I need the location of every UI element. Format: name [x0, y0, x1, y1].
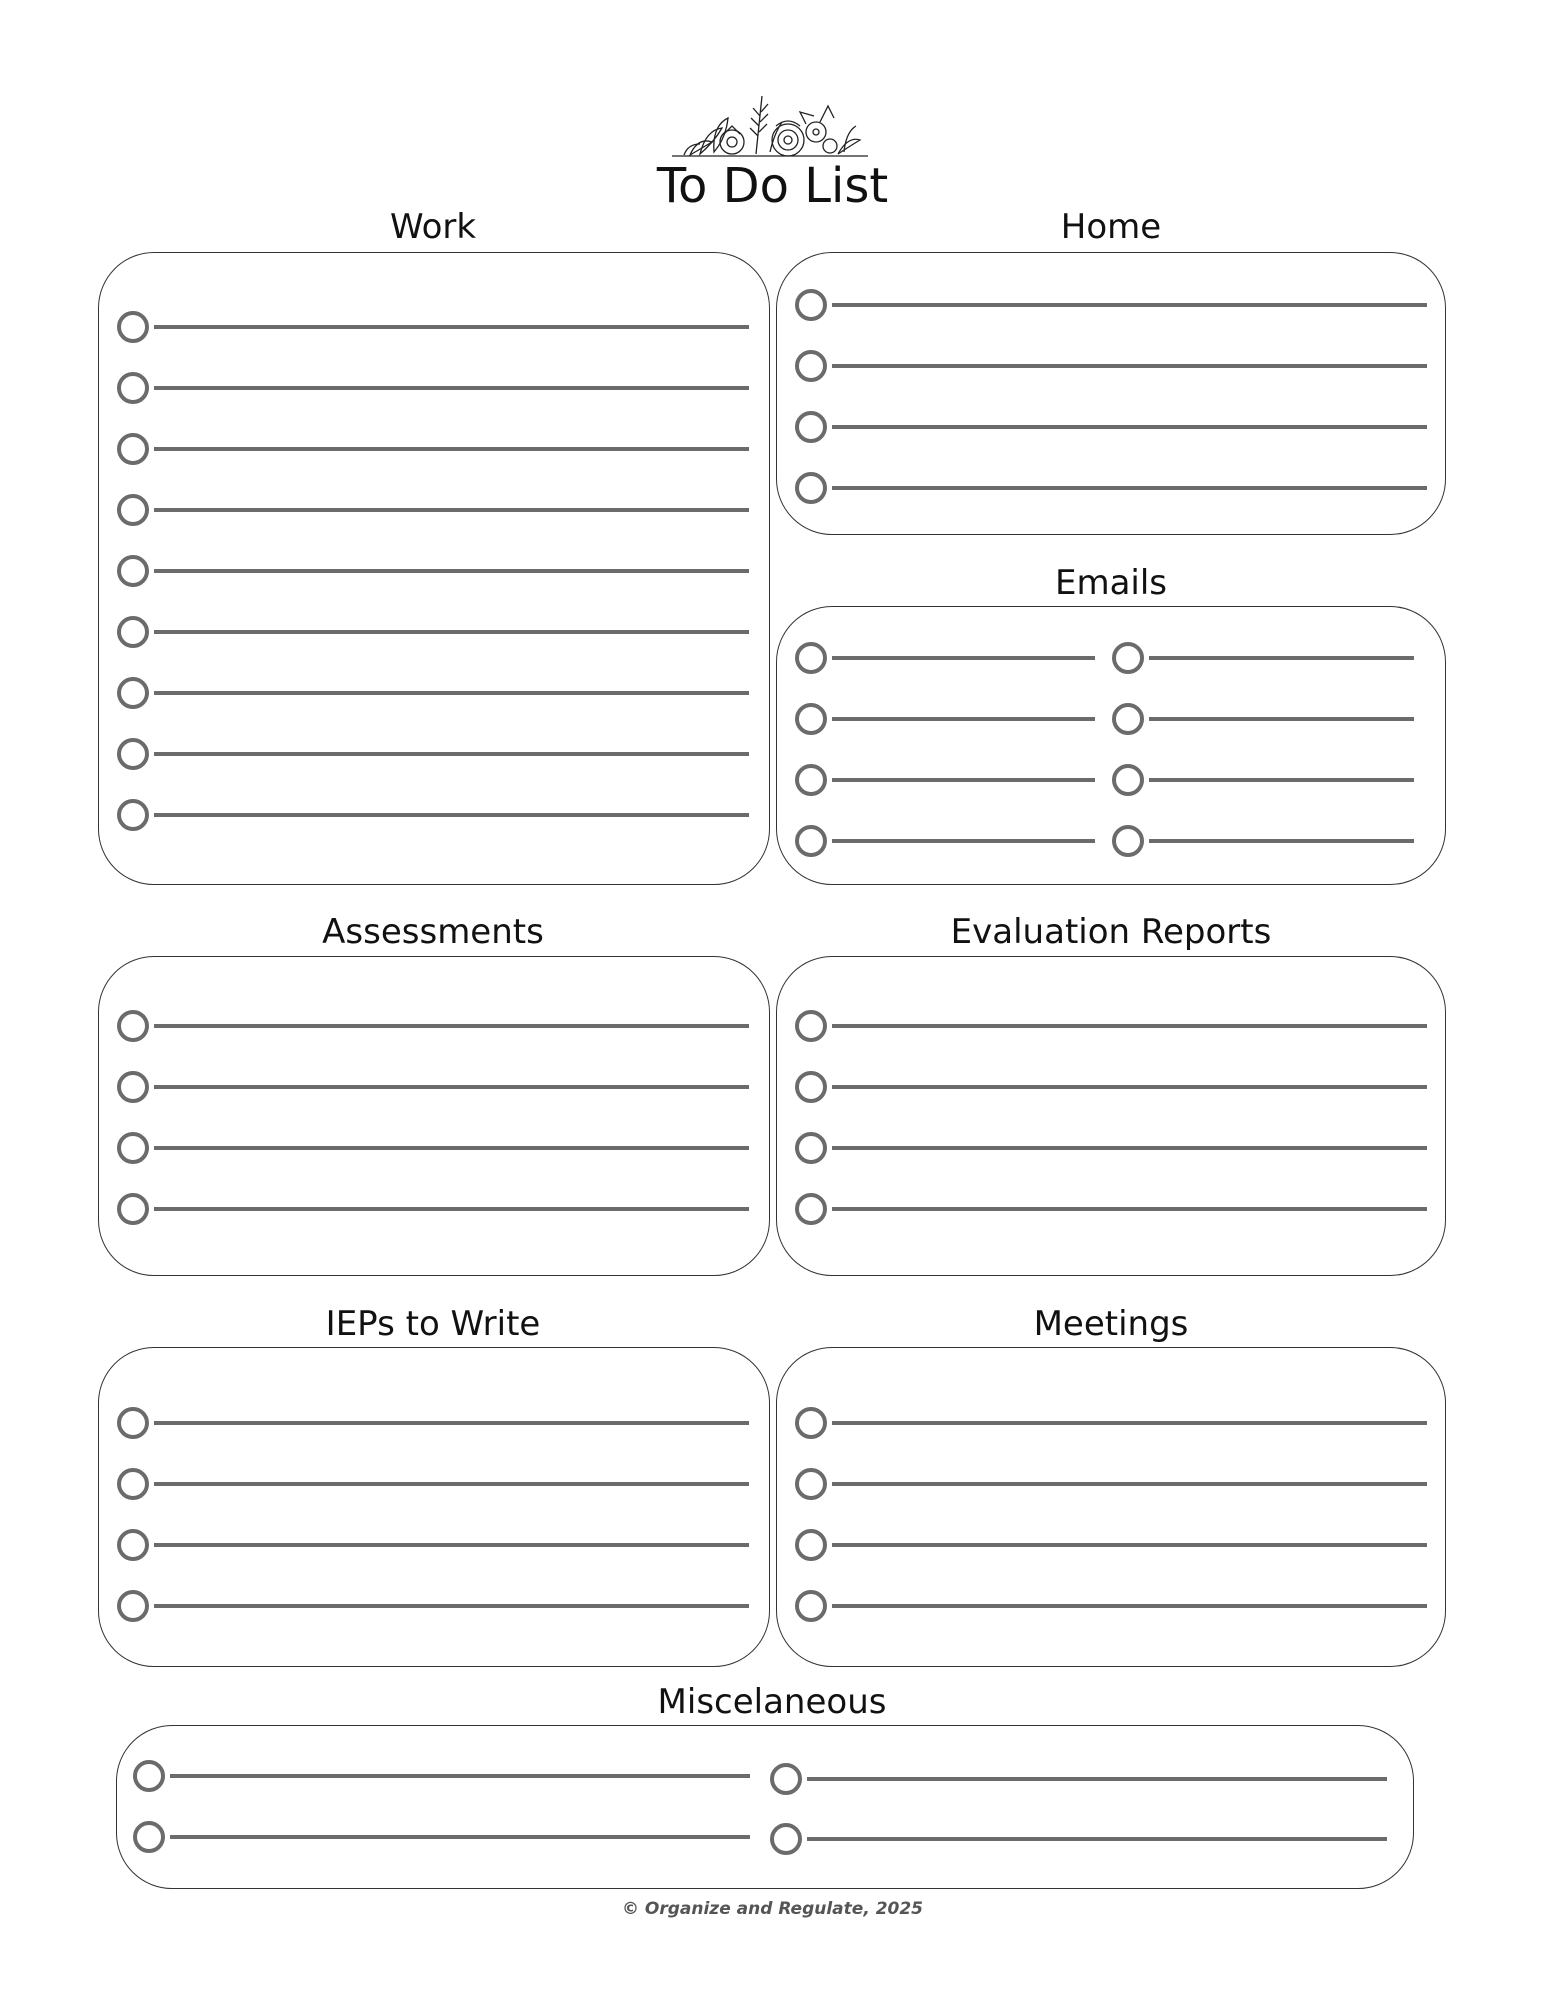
circle-checkbox-icon[interactable]	[795, 1529, 827, 1561]
circle-checkbox-icon[interactable]	[117, 1193, 149, 1225]
section-title-meetings: Meetings	[1033, 1304, 1189, 1344]
page-title: To Do List	[656, 158, 889, 214]
write-line[interactable]	[832, 1543, 1427, 1547]
circle-checkbox-icon[interactable]	[117, 677, 149, 709]
emails-item-3[interactable]	[795, 764, 1095, 796]
work-item-3[interactable]	[117, 433, 749, 465]
write-line[interactable]	[807, 1777, 1387, 1781]
circle-checkbox-icon[interactable]	[770, 1823, 802, 1855]
write-line[interactable]	[832, 425, 1427, 429]
circle-checkbox-icon[interactable]	[117, 1407, 149, 1439]
write-line[interactable]	[154, 1024, 749, 1028]
circle-checkbox-icon[interactable]	[795, 825, 827, 857]
work-item-4[interactable]	[117, 494, 749, 526]
circle-checkbox-icon[interactable]	[133, 1821, 165, 1853]
write-line[interactable]	[832, 1085, 1427, 1089]
write-line[interactable]	[154, 447, 749, 451]
write-line[interactable]	[832, 717, 1095, 721]
circle-checkbox-icon[interactable]	[795, 642, 827, 674]
work-item-2[interactable]	[117, 372, 749, 404]
circle-checkbox-icon[interactable]	[795, 1132, 827, 1164]
evaluation-reports-item-4[interactable]	[795, 1193, 1427, 1225]
ieps-to-write-item-4[interactable]	[117, 1590, 749, 1622]
write-line[interactable]	[832, 1207, 1427, 1211]
emails-item-6[interactable]	[1112, 703, 1414, 735]
write-line[interactable]	[154, 1421, 749, 1425]
work-item-1[interactable]	[117, 311, 749, 343]
emails-item-1[interactable]	[795, 642, 1095, 674]
circle-checkbox-icon[interactable]	[117, 1590, 149, 1622]
write-line[interactable]	[1149, 656, 1414, 660]
assessments-item-1[interactable]	[117, 1010, 749, 1042]
circle-checkbox-icon[interactable]	[117, 1468, 149, 1500]
circle-checkbox-icon[interactable]	[795, 703, 827, 735]
write-line[interactable]	[832, 1604, 1427, 1608]
section-title-emails: Emails	[1054, 563, 1168, 603]
meetings-item-2[interactable]	[795, 1468, 1427, 1500]
write-line[interactable]	[154, 813, 749, 817]
evaluation-reports-list-box	[776, 956, 1446, 1276]
assessments-item-2[interactable]	[117, 1071, 749, 1103]
work-item-5[interactable]	[117, 555, 749, 587]
write-line[interactable]	[832, 839, 1095, 843]
emails-item-4[interactable]	[795, 825, 1095, 857]
write-line[interactable]	[832, 1146, 1427, 1150]
home-item-3[interactable]	[795, 411, 1427, 443]
evaluation-reports-item-3[interactable]	[795, 1132, 1427, 1164]
write-line[interactable]	[154, 1207, 749, 1211]
assessments-item-4[interactable]	[117, 1193, 749, 1225]
assessments-item-3[interactable]	[117, 1132, 749, 1164]
circle-checkbox-icon[interactable]	[117, 372, 149, 404]
write-line[interactable]	[154, 630, 749, 634]
write-line[interactable]	[154, 1146, 749, 1150]
write-line[interactable]	[832, 364, 1427, 368]
circle-checkbox-icon[interactable]	[117, 738, 149, 770]
write-line[interactable]	[154, 386, 749, 390]
write-line[interactable]	[154, 691, 749, 695]
write-line[interactable]	[832, 1482, 1427, 1486]
emails-item-7[interactable]	[1112, 764, 1414, 796]
meetings-item-3[interactable]	[795, 1529, 1427, 1561]
section-title-work: Work	[389, 207, 477, 247]
work-item-6[interactable]	[117, 616, 749, 648]
circle-checkbox-icon[interactable]	[1112, 642, 1144, 674]
circle-checkbox-icon[interactable]	[1112, 703, 1144, 735]
circle-checkbox-icon[interactable]	[795, 1407, 827, 1439]
write-line[interactable]	[1149, 717, 1414, 721]
circle-checkbox-icon[interactable]	[795, 1590, 827, 1622]
write-line[interactable]	[154, 1543, 749, 1547]
circle-checkbox-icon[interactable]	[117, 1132, 149, 1164]
circle-checkbox-icon[interactable]	[117, 616, 149, 648]
circle-checkbox-icon[interactable]	[117, 1010, 149, 1042]
write-line[interactable]	[154, 1085, 749, 1089]
ieps-to-write-item-3[interactable]	[117, 1529, 749, 1561]
circle-checkbox-icon[interactable]	[117, 433, 149, 465]
miscelaneous-item-4[interactable]	[770, 1823, 1387, 1855]
write-line[interactable]	[154, 1604, 749, 1608]
write-line[interactable]	[154, 508, 749, 512]
assessments-list-box	[98, 956, 770, 1276]
write-line[interactable]	[832, 486, 1427, 490]
circle-checkbox-icon[interactable]	[795, 1193, 827, 1225]
circle-checkbox-icon[interactable]	[117, 1071, 149, 1103]
section-title-home: Home	[1060, 207, 1162, 247]
miscelaneous-item-1[interactable]	[133, 1760, 750, 1792]
circle-checkbox-icon[interactable]	[795, 1071, 827, 1103]
ieps-to-write-item-1[interactable]	[117, 1407, 749, 1439]
write-line[interactable]	[154, 752, 749, 756]
miscelaneous-list-box	[116, 1725, 1414, 1889]
circle-checkbox-icon[interactable]	[117, 311, 149, 343]
home-item-1[interactable]	[795, 289, 1427, 321]
write-line[interactable]	[170, 1774, 750, 1778]
miscelaneous-item-2[interactable]	[133, 1821, 750, 1853]
meetings-item-1[interactable]	[795, 1407, 1427, 1439]
circle-checkbox-icon[interactable]	[770, 1763, 802, 1795]
circle-checkbox-icon[interactable]	[795, 1468, 827, 1500]
section-title-ieps-to-write: IEPs to Write	[325, 1304, 541, 1344]
copyright-footer: © Organize and Regulate, 2025	[621, 1899, 924, 1919]
write-line[interactable]	[154, 325, 749, 329]
write-line[interactable]	[154, 1482, 749, 1486]
write-line[interactable]	[1149, 778, 1414, 782]
section-title-miscelaneous: Miscelaneous	[657, 1682, 887, 1722]
circle-checkbox-icon[interactable]	[795, 289, 827, 321]
circle-checkbox-icon[interactable]	[117, 494, 149, 526]
emails-item-2[interactable]	[795, 703, 1095, 735]
floral-bouquet-icon	[670, 82, 870, 160]
circle-checkbox-icon[interactable]	[795, 1010, 827, 1042]
emails-item-5[interactable]	[1112, 642, 1414, 674]
work-item-7[interactable]	[117, 677, 749, 709]
meetings-item-4[interactable]	[795, 1590, 1427, 1622]
circle-checkbox-icon[interactable]	[1112, 764, 1144, 796]
emails-item-8[interactable]	[1112, 825, 1414, 857]
work-item-8[interactable]	[117, 738, 749, 770]
write-line[interactable]	[1149, 839, 1414, 843]
home-item-2[interactable]	[795, 350, 1427, 382]
circle-checkbox-icon[interactable]	[795, 472, 827, 504]
ieps-to-write-item-2[interactable]	[117, 1468, 749, 1500]
section-title-evaluation-reports: Evaluation Reports	[950, 912, 1272, 952]
home-item-4[interactable]	[795, 472, 1427, 504]
circle-checkbox-icon[interactable]	[133, 1760, 165, 1792]
miscelaneous-item-3[interactable]	[770, 1763, 1387, 1795]
circle-checkbox-icon[interactable]	[795, 764, 827, 796]
write-line[interactable]	[832, 1421, 1427, 1425]
circle-checkbox-icon[interactable]	[117, 1529, 149, 1561]
circle-checkbox-icon[interactable]	[117, 555, 149, 587]
circle-checkbox-icon[interactable]	[117, 799, 149, 831]
evaluation-reports-item-2[interactable]	[795, 1071, 1427, 1103]
work-item-9[interactable]	[117, 799, 749, 831]
write-line[interactable]	[832, 1024, 1427, 1028]
write-line[interactable]	[807, 1837, 1387, 1841]
circle-checkbox-icon[interactable]	[795, 411, 827, 443]
section-title-assessments: Assessments	[322, 912, 544, 952]
write-line[interactable]	[832, 656, 1095, 660]
circle-checkbox-icon[interactable]	[795, 350, 827, 382]
evaluation-reports-item-1[interactable]	[795, 1010, 1427, 1042]
write-line[interactable]	[832, 778, 1095, 782]
write-line[interactable]	[170, 1835, 750, 1839]
write-line[interactable]	[154, 569, 749, 573]
circle-checkbox-icon[interactable]	[1112, 825, 1144, 857]
write-line[interactable]	[832, 303, 1427, 307]
